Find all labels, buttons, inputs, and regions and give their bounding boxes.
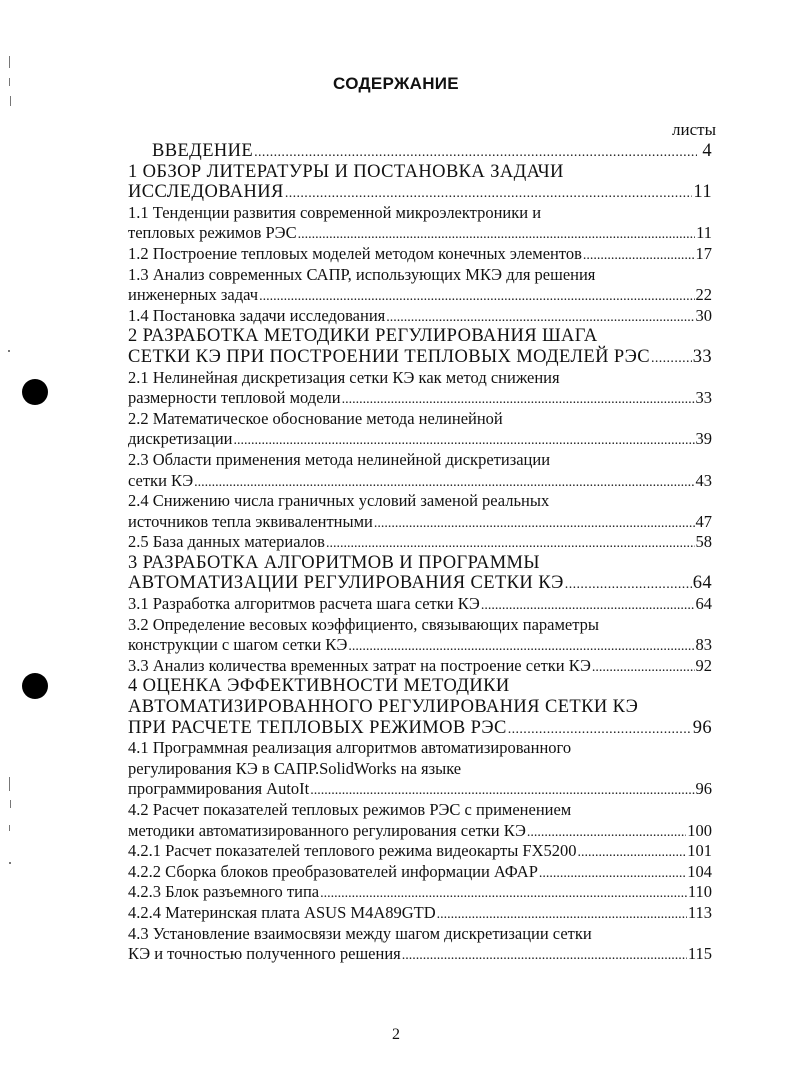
toc-leader-dots — [402, 946, 687, 967]
toc-entry-page: 33 — [692, 346, 712, 367]
toc-leader-dots — [234, 431, 695, 452]
toc-leader-dots — [386, 308, 694, 329]
toc-entry — [128, 903, 712, 924]
toc-entry — [128, 223, 712, 244]
toc-entry — [128, 615, 712, 636]
toc-entry-title: дискретизации — [128, 429, 233, 449]
toc-entry-title: КЭ и точностью полученного решения — [128, 944, 401, 964]
toc-entry — [128, 512, 712, 533]
toc-entry-title: 3.3 Анализ количества временных затрат на построение сетки КЭ — [128, 655, 591, 675]
toc-entry-title: АВТОМАТИЗАЦИИ РЕГУЛИРОВАНИЯ СЕТКИ КЭ — [128, 573, 564, 594]
page-title: СОДЕРЖАНИЕ — [333, 74, 459, 93]
toc-entry — [128, 821, 712, 842]
toc-entry-page: 43 — [695, 470, 712, 490]
toc-entry-title: методики автоматизированного регулирования сетки КЭ — [128, 820, 526, 840]
toc-entry — [128, 944, 712, 965]
toc-entry-title: СЕТКИ КЭ ПРИ ПОСТРОЕНИИ ТЕПЛОВЫХ МОДЕЛЕЙ РЭС — [128, 346, 650, 367]
toc-entry-title: ПРИ РАСЧЕТЕ ТЕПЛОВЫХ РЕЖИМОВ РЭС — [128, 717, 507, 738]
toc-entry-title: регулирования КЭ в САПР.SolidWorks на языке — [128, 758, 462, 778]
toc-entry-page: 64 — [692, 573, 712, 594]
table-of-contents — [128, 141, 712, 965]
toc-entry-page: 96 — [695, 779, 712, 799]
toc-entry-title: размерности тепловой модели — [128, 388, 341, 408]
toc-entry-page: 110 — [687, 882, 712, 902]
toc-entry — [128, 429, 712, 450]
toc-entry — [128, 882, 712, 903]
toc-entry — [128, 553, 712, 574]
toc-entry-page: 113 — [687, 902, 712, 922]
toc-entry-title: 2.2 Математическое обоснование метода нелинейной — [128, 408, 503, 428]
toc-entry-title: программирования AutoIt — [128, 779, 310, 799]
binder-hole-bottom — [22, 673, 48, 699]
toc-entry — [128, 388, 712, 409]
toc-leader-dots — [651, 349, 692, 370]
toc-entry — [128, 326, 712, 347]
toc-entry-title: 4.1 Программная реализация алгоритмов автоматизированного — [128, 738, 572, 758]
scan-mark — [8, 350, 10, 352]
toc-leader-dots — [259, 287, 694, 308]
toc-entry-title: тепловых режимов РЭС — [128, 223, 297, 243]
toc-entry — [128, 450, 712, 471]
toc-leader-dots — [285, 184, 693, 205]
toc-entry — [128, 285, 712, 306]
toc-entry-title: ВВЕДЕНИЕ — [152, 141, 254, 161]
toc-entry-title: 4.3 Установление взаимосвязи между шагом дискретизации сетки — [128, 923, 592, 943]
toc-entry-title: конструкции с шагом сетки КЭ — [128, 635, 348, 655]
toc-entry-title: 1.4 Постановка задачи исследования — [128, 305, 386, 325]
toc-entry-page: 64 — [695, 594, 712, 614]
toc-entry — [128, 244, 712, 265]
toc-entry-page: 115 — [687, 944, 712, 964]
toc-entry-title: 1.3 Анализ современных САПР, использующих МКЭ для решения — [128, 264, 596, 284]
toc-entry — [128, 368, 712, 389]
toc-entry — [128, 738, 712, 759]
toc-entry-title: сетки КЭ — [128, 470, 194, 490]
scan-mark — [10, 800, 11, 808]
sheets-column-label: листы — [672, 120, 716, 139]
toc-entry — [128, 924, 712, 945]
toc-entry — [128, 471, 712, 492]
binder-hole-top — [22, 379, 48, 405]
toc-entry — [128, 162, 712, 183]
toc-entry — [128, 841, 712, 862]
toc-entry-title: АВТОМАТИЗИРОВАННОГО РЕГУЛИРОВАНИЯ СЕТКИ КЭ — [128, 697, 639, 718]
toc-leader-dots — [508, 720, 692, 741]
toc-entry-page: 101 — [687, 841, 712, 861]
toc-entry-title: 1.1 Тенденции развития современной микроэлектроники и — [128, 202, 542, 222]
toc-entry-page: 11 — [693, 182, 712, 203]
toc-entry-title: 2.1 Нелинейная дискретизация сетки КЭ как метод снижения — [128, 367, 560, 387]
toc-entry-title: 1 ОБЗОР ЛИТЕРАТУРЫ И ПОСТАНОВКА ЗАДАЧИ — [128, 161, 564, 182]
toc-entry — [128, 347, 712, 368]
toc-entry-page: 58 — [695, 532, 712, 552]
toc-entry-page: 100 — [687, 820, 712, 840]
toc-entry-page: 104 — [687, 861, 712, 881]
toc-entry-title: инженерных задач — [128, 285, 259, 305]
toc-entry-title: 2 РАЗРАБОТКА МЕТОДИКИ РЕГУЛИРОВАНИЯ ШАГА — [128, 326, 598, 347]
toc-leader-dots — [437, 905, 687, 926]
toc-leader-dots — [527, 823, 686, 844]
toc-leader-dots — [578, 843, 687, 864]
toc-entry-page: 96 — [692, 717, 712, 738]
toc-leader-dots — [194, 473, 694, 494]
toc-leader-dots — [374, 514, 695, 535]
toc-entry — [128, 265, 712, 286]
toc-entry-title: 4.2.4 Материнская плата ASUS M4A89GTD — [128, 902, 436, 922]
toc-entry-title: 3 РАЗРАБОТКА АЛГОРИТМОВ И ПРОГРАММЫ — [128, 552, 540, 573]
toc-entry-title: ИССЛЕДОВАНИЯ — [128, 182, 284, 203]
toc-entry — [128, 800, 712, 821]
toc-entry — [128, 532, 712, 553]
toc-leader-dots — [254, 143, 697, 164]
toc-entry-page: 47 — [695, 511, 712, 531]
scan-mark — [9, 825, 10, 831]
toc-entry-title: 4.2.2 Сборка блоков преобразователей информации АФАР — [128, 861, 538, 881]
toc-entry-title: 2.4 Снижению числа граничных условий заменой реальных — [128, 491, 550, 511]
toc-leader-dots — [298, 225, 696, 246]
toc-entry-page: 39 — [695, 429, 712, 449]
toc-entry-title: источников тепла эквивалентными — [128, 511, 373, 531]
toc-entry-page: 92 — [695, 655, 712, 675]
toc-entry-title: 3.2 Определение весовых коэффициенто, связывающих параметры — [128, 614, 599, 634]
toc-entry-title: 4 ОЦЕНКА ЭФФЕКТИВНОСТИ МЕТОДИКИ — [128, 676, 510, 697]
toc-entry-page: 4 — [702, 141, 712, 161]
toc-entry — [128, 862, 712, 883]
toc-entry — [128, 203, 712, 224]
toc-entry — [128, 141, 712, 162]
scan-mark — [9, 777, 10, 791]
toc-entry — [128, 594, 712, 615]
toc-leader-dots — [481, 596, 695, 617]
toc-entry-title: 4.2 Расчет показателей тепловых режимов РЭС с применением — [128, 800, 572, 819]
toc-entry — [128, 759, 712, 780]
scan-mark — [9, 862, 11, 864]
toc-entry — [128, 306, 712, 327]
toc-entry-title: 1.2 Построение тепловых моделей методом конечных элементов — [128, 243, 582, 263]
toc-entry — [128, 182, 712, 203]
toc-entry — [128, 409, 712, 430]
toc-entry — [128, 718, 712, 739]
toc-entry-page: 30 — [695, 305, 712, 325]
toc-leader-dots — [310, 781, 694, 802]
toc-leader-dots — [539, 864, 686, 885]
toc-leader-dots — [592, 658, 695, 679]
toc-leader-dots — [342, 390, 695, 411]
toc-entry-page: 11 — [696, 223, 712, 243]
toc-entry — [128, 656, 712, 677]
toc-entry-page: 83 — [695, 635, 712, 655]
toc-entry — [128, 635, 712, 656]
toc-entry — [128, 779, 712, 800]
toc-leader-dots — [348, 637, 694, 658]
scan-mark — [10, 96, 11, 106]
toc-entry-page: 17 — [695, 243, 712, 263]
toc-leader-dots — [326, 534, 695, 555]
toc-entry-title: 3.1 Разработка алгоритмов расчета шага сетки КЭ — [128, 594, 480, 614]
toc-entry-page: 33 — [695, 388, 712, 408]
toc-entry-title: 2.5 База данных материалов — [128, 532, 325, 552]
toc-entry — [128, 573, 712, 594]
toc-entry-title: 4.2.1 Расчет показателей теплового режима видеокарты FX5200 — [128, 841, 577, 861]
toc-entry-page: 22 — [695, 285, 712, 305]
toc-entry — [128, 491, 712, 512]
page-number: 2 — [392, 1026, 400, 1043]
toc-entry — [128, 676, 712, 697]
toc-leader-dots — [583, 246, 695, 267]
toc-leader-dots — [565, 575, 692, 596]
toc-entry-title: 4.2.3 Блок разъемного типа — [128, 882, 320, 902]
toc-entry-title: 2.3 Области применения метода нелинейной дискретизации — [128, 449, 551, 469]
scan-mark — [9, 56, 10, 68]
toc-entry — [128, 697, 712, 718]
toc-leader-dots — [320, 884, 687, 905]
